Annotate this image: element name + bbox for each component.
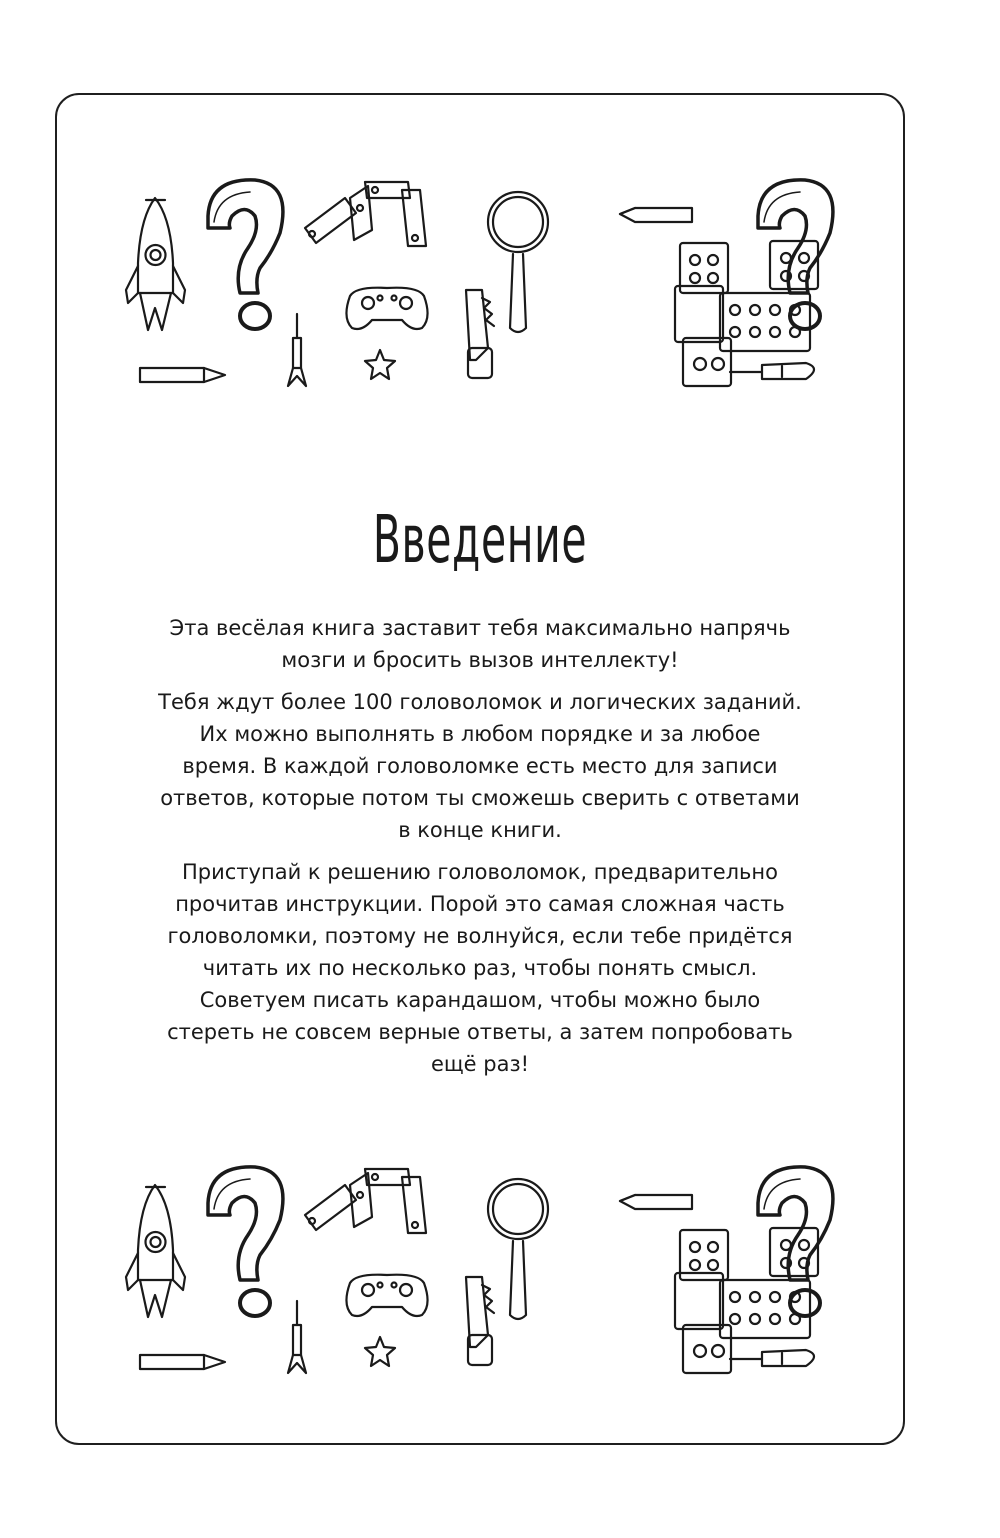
star-icon [365, 1337, 395, 1366]
screwdriver-icon [730, 1350, 814, 1366]
question-mark-icon [208, 1167, 283, 1316]
dart-icon [288, 1301, 306, 1373]
question-mark-icon [208, 180, 283, 329]
rocket-icon [126, 1185, 185, 1317]
text-line: ответов, которые потом ты сможешь сверить с ответами [160, 786, 800, 810]
pencil-icon [140, 1355, 225, 1369]
text-line: Советуем писать карандашом, чтобы можно было [199, 988, 761, 1012]
gamepad-icon [346, 1275, 427, 1316]
gamepad-icon [346, 288, 427, 329]
intro-text [140, 612, 820, 1090]
star-icon [365, 350, 395, 379]
top-doodle-border [110, 168, 850, 398]
text-line: стереть не совсем верные ответы, а затем попробовать [167, 1020, 793, 1044]
robot-arm-icon [305, 1169, 426, 1233]
text-line: головоломки, поэтому не волнуйся, если тебе придётся [167, 924, 793, 948]
bottom-doodle-border [110, 1155, 850, 1385]
text-line: Приступай к решению головоломок, предварительно [182, 860, 778, 884]
pencil-icon [140, 368, 225, 382]
text-line: прочитав инструкции. Порой это самая сложная часть [175, 892, 785, 916]
saw-icon [466, 290, 494, 378]
rocket-icon [126, 198, 185, 330]
paragraph [140, 612, 820, 676]
saw-icon [466, 1277, 494, 1365]
robot-arm-icon [305, 182, 426, 246]
page-title: Введение [372, 501, 588, 578]
paragraph [140, 686, 820, 846]
text-line: Их можно выполнять в любом порядке и за любое [199, 722, 761, 746]
text-line: мозги и бросить вызов интеллекту! [281, 648, 679, 672]
text-line: время. В каждой головоломке есть место для записи [182, 754, 778, 778]
dart-icon [288, 314, 306, 386]
text-line: Тебя ждут более 100 головоломок и логических заданий. [158, 690, 802, 714]
text-line: Эта весёлая книга заставит тебя максимально напрячь [169, 616, 791, 640]
text-line: читать их по несколько раз, чтобы понять смысл. [202, 956, 758, 980]
pencil-icon [620, 1195, 692, 1209]
screwdriver-icon [730, 363, 814, 379]
pencil-icon [620, 208, 692, 222]
magnifier-icon [488, 192, 548, 332]
paragraph [140, 856, 820, 1080]
text-line: ещё раз! [430, 1052, 530, 1076]
text-line: в конце книги. [398, 818, 562, 842]
magnifier-icon [488, 1179, 548, 1319]
